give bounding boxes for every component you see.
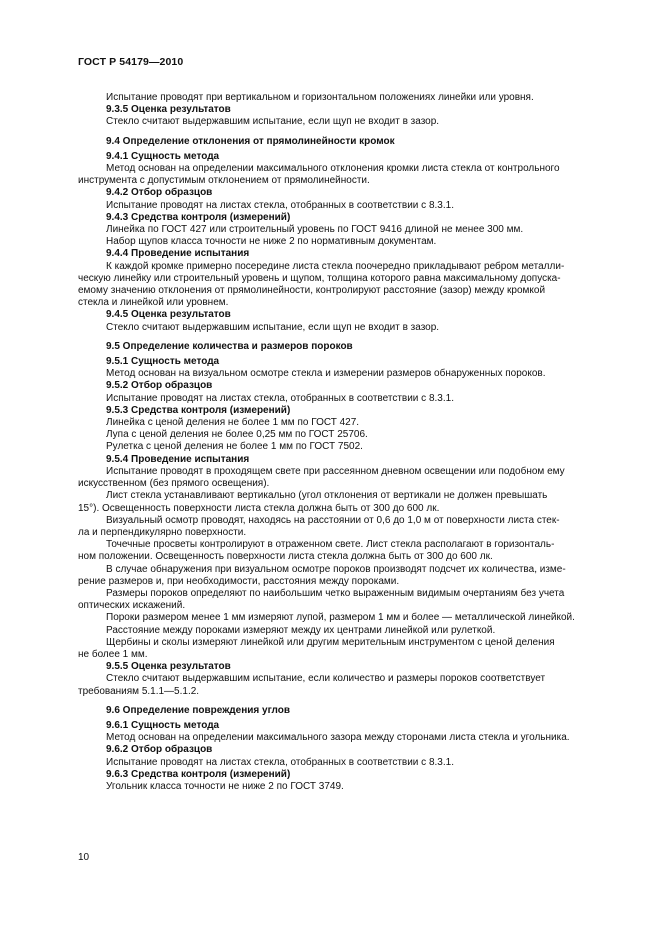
page-number: 10 [78,852,90,863]
paragraph: Лист стекла устанавливают вертикально (угол отклонения от вертикали не должен превышать 15°). Освещенность поверхности листа стекла должна быть от 300 до 600 лк. [78,490,548,514]
paragraph: Визуальный осмотр проводят, находясь на расстоянии от 0,6 до 1,0 м от поверхности листа стек- ла и перпендикулярно поверхности. [78,514,560,538]
paragraph: Угольник класса точности не ниже 2 по ГОСТ 3749. [106,780,344,792]
paragraph: Расстояние между пороками измеряют между их центрами линейкой или рулеткой. [106,624,496,636]
subsection-heading: 9.4.2 Отбор образцов [106,187,213,199]
subsection-heading: 9.5.5 Оценка результатов [106,661,231,673]
paragraph: Стекло считают выдержавшим испытание, если щуп не входит в зазор. [106,321,440,333]
subsection-heading: 9.4.3 Средства контроля (измерений) [106,211,291,223]
paragraph: Метод основан на определении максимального зазора между сторонами листа стекла и угольника. [106,732,570,744]
paragraph: К каждой кромке примерно посередине листа стекла поочередно прикладывают ребром металли- ческую линейку или строительный уровень и щупом, толщина которого равна максимальному допуска- емому значению отклонения от прямолинейности, контролируют расстояние (зазор) между кромкой стекла и линейкой или уровнем. [78,260,565,309]
paragraph: Точечные просветы контролируют в отраженном свете. Лист стекла располагают в горизонталь- ном положении. Освещенность поверхности листа стекла должна быть от 300 до 600 лк. [78,539,555,563]
subsection-heading: 9.5.2 Отбор образцов [106,380,213,392]
paragraph: Линейка с ценой деления не более 1 мм по ГОСТ 427. [106,417,360,429]
subsection-heading: 9.5.3 Средства контроля (измерений) [106,404,291,416]
subsection-heading: 9.3.5 Оценка результатов [106,104,231,116]
section-heading: 9.6 Определение повреждения углов [106,704,290,716]
section-heading: 9.5 Определение количества и размеров пороков [106,340,353,352]
paragraph: Испытание проводят на листах стекла, отобранных в соответствии с 8.3.1. [106,199,454,211]
subsection-heading: 9.6.3 Средства контроля (измерений) [106,768,291,780]
paragraph: Линейка по ГОСТ 427 или строительный уровень по ГОСТ 9416 длиной не менее 300 мм. [106,224,524,236]
paragraph: Стекло считают выдержавшим испытание, если количество и размеры пороков соответствует требованиям 5.1.1—5.1.2. [78,673,546,697]
paragraph: Стекло считают выдержавшим испытание, если щуп не входит в зазор. [106,116,440,128]
paragraph: Метод основан на определении максимального отклонения кромки листа стекла от контрольного инструмента с допустимым отклонением от прямолинейности. [78,163,560,187]
paragraph: Испытание проводят на листах стекла, отобранных в соответствии с 8.3.1. [106,756,454,768]
paragraph: Набор щупов класса точности не ниже 2 по нормативным документам. [106,236,437,248]
paragraph: Щербины и сколы измеряют линейкой или другим мерительным инструментом с ценой деления не более 1 мм. [78,636,555,660]
paragraph: Размеры пороков определяют по наибольшим четко выраженным видимым очертаниям без учета оптических искажений. [78,587,565,612]
document-body [78,92,586,793]
subsection-heading: 9.4.4 Проведение испытания [106,248,250,260]
subsection-heading: 9.5.4 Проведение испытания [106,453,250,465]
paragraph: Рулетка с ценой деления не более 1 мм по ГОСТ 7502. [106,441,363,453]
paragraph: Испытание проводят на листах стекла, отобранных в соответствии с 8.3.1. [106,392,454,404]
subsection-heading: 9.6.1 Сущность метода [106,719,220,731]
paragraph: Испытание проводят в проходящем свете при рассеянном дневном освещении или подобном ему искусственном (без прямого освещения). [78,465,565,490]
paragraph: Метод основан на визуальном осмотре стекла и измерении размеров обнаруженных пороков. [106,368,546,380]
subsection-heading: 9.6.2 Отбор образцов [106,744,213,756]
paragraph: Пороки размером менее 1 мм измеряют лупой, размером 1 мм и более — металлической линейкой. [106,612,575,624]
paragraph: Испытание проводят при вертикальном и горизонтальном положениях линейки или уровня. [106,92,534,103]
paragraph: Лупа с ценой деления не более 0,25 мм по ГОСТ 25706. [106,429,368,441]
subsection-heading: 9.5.1 Сущность метода [106,356,220,368]
paragraph: В случае обнаружения при визуальном осмотре пороков производят подсчет их количества, изме- рение размеров и, при необходимости, расстояния между пороками. [78,563,566,587]
subsection-heading: 9.4.1 Сущность метода [106,150,220,162]
section-heading: 9.4 Определение отклонения от прямолинейности кромок [106,135,395,147]
document-header: ГОСТ Р 54179—2010 [78,56,184,68]
subsection-heading: 9.4.5 Оценка результатов [106,309,231,321]
